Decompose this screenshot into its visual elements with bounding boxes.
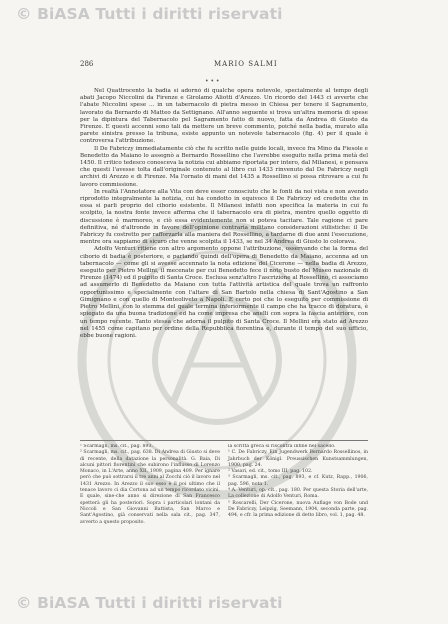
footnote: ⁴ A. Venturi, op. cit., pag. 180. Per questa Storia dell'arte, La collezione di Adolfo Venturi, Roma. — [228, 488, 368, 500]
footnote: la scritta greca si riscontra infine nel sacello. — [228, 444, 336, 449]
footnotes — [80, 444, 368, 568]
footnote: ¹ Scarmagli, ms. cit., pag. 893. — [80, 444, 153, 449]
watermark-top: © BiASA Tutti i diritti riservati — [16, 5, 283, 23]
watermark-bottom: © BiASA Tutti i diritti riservati — [16, 594, 283, 612]
paragraph: Adolfo Venturi ritiene con altro argomento oppone l'attribuzione, osservando che la forma del ciborio di badia è posteriore, e parlando quindi dell'opera di Benedetto da Maiano, accenna ad un tabernacolo — come gli si avesse accennato la nota edizione del Cicerone — nella badia di Arezzo, eseguito per Pietro Mellini, il mecenate per cui Benedetto fece il noto busto del Museo nazionale di Firenze (1474) ed il pulpito di Santa Croce. Esclusa senz'altro l'ascrizione al Rossellino, ci associamo ad assumerlo di Benedetto da Maiano con tutta l'attività artistica del quale trova un raffronto opportunissimo e specialmente con l'altare di San Bartolo nella chiesa di Sant'Agostino a San Gimignano e con quello di Monteoliveto a Napoli. E certo poi che lo eseguito per commissione di Pietro Mellini, con lo stemma del quale termina inferiormente il campo che ha tracce di doratura, è spiegato da una buona tradizione ed ha come impresa che anelli con sopra la fascia anteriore, con un tempo recente. Tanto stessa che adorna il pulpito di Santa Croce. Il Mellini era stato ad Arezzo nel 1455 come capitano per ordine della Repubblica fiorentina e, durante il tempo del suo ufficio, ebbe buone ragioni. — [80, 246, 368, 339]
footnote-rule — [80, 440, 368, 441]
footnote: ¹ C. De Fabriczy, Ein Jugendwerk Bernardo Rossellinos, in Jahrbuch der Königl. Preussischen Kunstsammlungen, 1900, pag. 24. — [228, 450, 368, 468]
running-title: MARIO SALMI — [214, 60, 278, 68]
section-ornament: • • • — [205, 78, 220, 85]
main-text — [80, 88, 368, 438]
paragraph: In realtà l'Annotatore alla Vita con deve esser conosciuto che le fonti da noi vista e non avendo riprodotto integralmente la notizia, cui ha condotto in equivoco il De Fabriczy ed credette che in essa si parli proprio del ciborio esistente. Il Milanesi infatti non specifica la materia in cui fu scolpito, la nostra fonte invece afferma che il tabernacolo era di pietra, mentre quello oggetto di discussione è marmoreo, e ciò essa evidentemente non si poteva tacitare. Tale ragione ci pare definitiva, né d'altronde in favore dell'opinione contraria militano considerazioni stilistiche: il De Fabriczy fu costretto per rafforzarla alla maniera del Rossellino, a tardarne di due anni l'esecuzione, mentre ora sappiamo di sicuro che venne scolpita il 1433, se nel 34 Andrea di Giusto lo colorava. — [80, 188, 368, 246]
footnotes-left-column — [80, 444, 220, 568]
running-header — [80, 60, 370, 72]
footnotes-right-column — [228, 444, 368, 568]
footnote: ² Scarmagli, ms. cit., pag. 638. Di Andrea di Giusto si deve di recente, della datazione la personalità. G. Baia, Di alcuni pittori fiorentini che subirono l'influsso di Lorenzo Monaco, in L'Arte, anno XII, 1909, pagina 409. Per ignare però che può sottrarsi il tre anni al Zocchi ciò il lavoro nel 1431 Arezzo. In Arezzo il suo esso è il poi ultimo che il tenace lavoro ci dia Cortona ad un tempo ricordato vicini. E quale, sine-che anno si direzione di San Francesco spetterà gli ha posteriori. Sopra i particolari lontani da Niccoli e San Giovanni Battista, San Marco e Sant'Agostino, già conservati nella sala cit., pag. 347, avverto a questo proposito. — [80, 450, 220, 525]
paragraph: Il De Fabriczy immediatamente ciò che fu scritto nelle guide locali, invece fra Mino da Fiesole e Benedetto da Maiano lo assegnò a Bernardo Rossellino che l'avrebbe eseguito nella prima metà del 1450. Il critico tedesco conosceva la notizia cui abbiamo riportata per intero, dal Milanesi, e pensava che questi l'avesse tolta dall'originale contenuto al libro cui 1433 rinvenuto dal De Fabriczy negli archivi di Arezzo e di Firenze. Ma l'ornato di mani del 1435 a Rossellino si possa ritrovare a cui fu lavoro commissione. — [80, 145, 368, 188]
paragraph: Nel Quattrocento la badia si adornò di qualche opera notevole, specialmente al tempo degli abati Jacopo Niccolini da Firenze e Girolamo Aliotti d'Arezzo. Un ricordo del 1443 ci avverte che l'abate Niccolini spese ... in un tabernacolo di pietra messo in Chiesa per tenere il Sagramento, lavorato da Bernardo di Matteo da Settignano. All'anno seguente si trova un'altra memoria di spese per la dipintura del Tabernacolo pel Sagramento fatto di nuovo, fatta da Andrea di Giusto da Firenze. E questi accenni sono tali da mettere un breve commento, poiché nella badia, murato alla parete sinistra presso la tribuna, esiste appunto un notevole tabernacolo (fig. 4) per il quale è controversa l'attribuzione. — [80, 88, 368, 145]
page-number: 286 — [80, 60, 94, 68]
footnote: ³ Scarmagli, ms. cit., pag. 893, e cf. Kutz, Rapp., 1906, pag. 596, nota 1. — [228, 475, 368, 487]
footnote: ⁵ Roscarelli, Der Cicerone, nuova Auflage von Bode und De Fabriczy, Leipzig, Seemann, 1904, seconda parte, pag. 494, e cfr. la prima edizione di detto libro, vol. 1, pag. 48. — [228, 500, 368, 519]
footnote: ² Vasari, ed. cit., tomo III, pag. 102. — [228, 469, 313, 475]
